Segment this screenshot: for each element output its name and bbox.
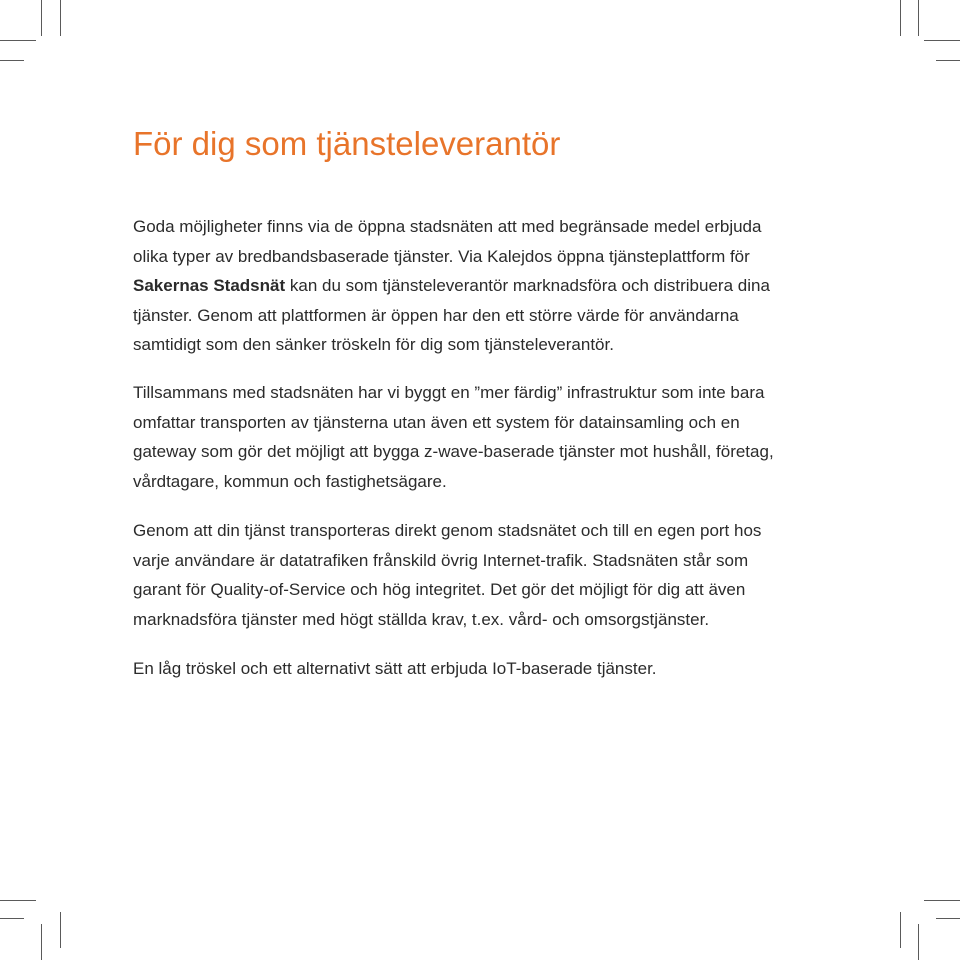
crop-mark-bottom-right-vertical-inner [918,924,919,960]
paragraph-4 [133,654,843,684]
crop-mark-bottom-right-horizontal [924,900,960,901]
paragraph-line: Goda möjligheter finns via de öppna stadsnäten att med begränsade medel erbjuda [133,217,762,236]
paragraph-line: tjänster. Genom att plattformen är öppen har den ett större värde för användarna [133,305,739,325]
paragraph-line: varje användare är datatrafiken frånskild övrig Internet-trafik. Stadsnäten står som [133,550,749,570]
crop-mark-top-right-horizontal-inner [936,60,960,61]
crop-mark-top-right-vertical-inner [918,0,919,36]
paragraph-1 [133,212,843,360]
crop-mark-bottom-left-horizontal [0,900,36,901]
crop-mark-top-right-horizontal [924,40,960,41]
crop-mark-top-right-vertical [900,0,901,36]
paragraph-line: gateway som gör det möjligt att bygga z-wave-baserade tjänster mot hushåll, företag, [133,442,774,461]
paragraph-3 [133,516,843,634]
crop-mark-top-left-horizontal-inner [0,60,24,61]
paragraph-line: Genom att din tjänst transporteras direkt genom stadsnätet och till en egen port hos [133,521,762,540]
crop-mark-top-left-vertical-inner [60,0,61,36]
paragraph-line: Tillsammans med stadsnäten har vi byggt en ”mer färdig” infrastruktur som inte bara [133,383,765,402]
paragraph-line: garant för Quality-of-Service och hög integritet. Det gör det möjligt för dig att även [133,580,746,599]
crop-mark-top-left-horizontal [0,40,36,41]
paragraph-line: olika typer av bredbandsbaserade tjänster. Via Kalejdos öppna tjänsteplattform för [133,246,750,266]
paragraph-line [133,271,843,301]
brand-name: Sakernas Stadsnät [133,276,286,295]
paragraph-line: En låg tröskel och ett alternativt sätt att erbjuda IoT-baserade tjänster. [133,659,657,678]
crop-mark-bottom-left-vertical [41,924,42,960]
page-title: För dig som tjänsteleverantör [133,125,561,162]
paragraph-line: omfattar transporten av tjänsterna utan även ett system för datainsamling och en [133,412,740,432]
paragraph-2 [133,378,843,496]
crop-mark-bottom-right-vertical [900,912,901,948]
paragraph-line: marknadsföra tjänster med högt ställda krav, t.ex. vård- och omsorgstjänster. [133,609,710,629]
crop-mark-top-left-vertical [41,0,42,36]
paragraph-line: samtidigt som den sänker tröskeln för dig som tjänsteleverantör. [133,335,614,354]
crop-mark-bottom-right-horizontal-inner [936,918,960,919]
paragraph-line: vårdtagare, kommun och fastighetsägare. [133,471,447,491]
paragraph-line-rest: kan du som tjänsteleverantör marknadsföra och distribuera dina [285,276,770,295]
crop-mark-bottom-left-vertical-inner [60,912,61,948]
crop-mark-bottom-left-horizontal-inner [0,918,24,919]
